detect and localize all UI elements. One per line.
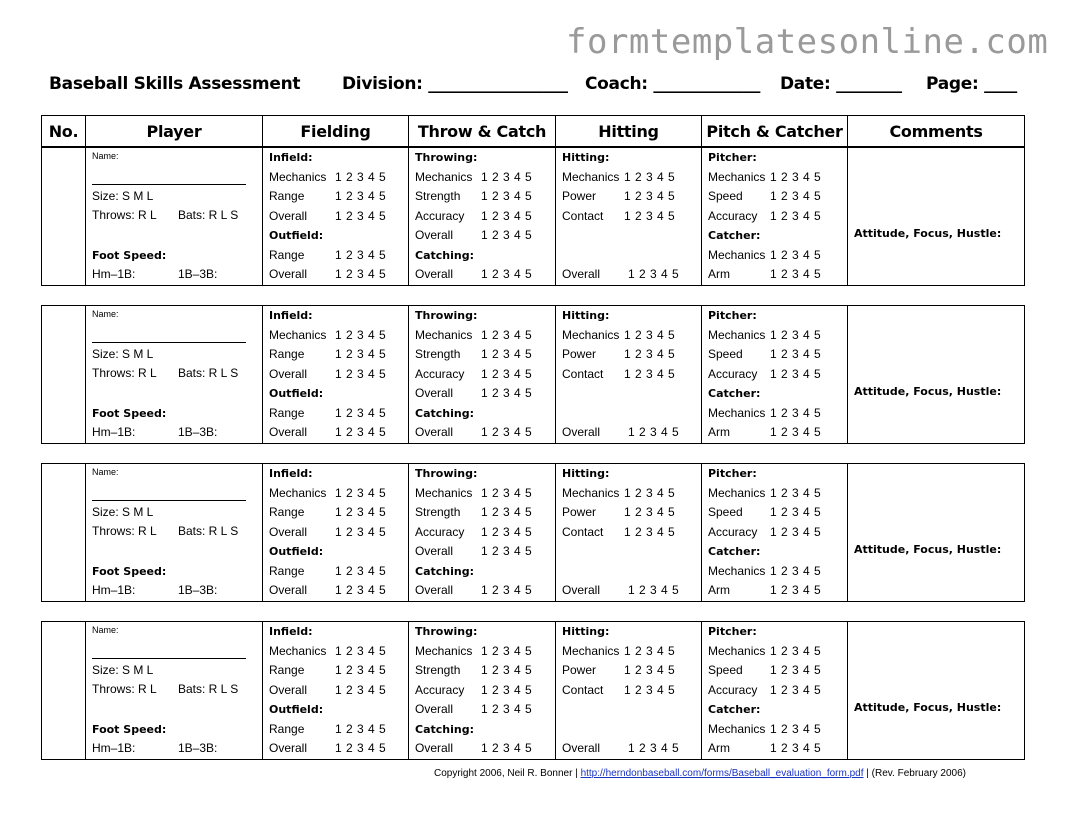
first-to-third-label: 1B–3B: — [178, 267, 218, 281]
foot-speed-label: Foot Speed: — [92, 407, 167, 420]
infield-overall-rating[interactable]: Overall 1 2 3 4 5 — [269, 209, 387, 223]
pitcher-accuracy-rating[interactable]: Accuracy 1 2 3 4 5 — [708, 525, 822, 539]
number-cell[interactable] — [42, 622, 86, 759]
home-to-first-label: Hm–1B: — [92, 741, 136, 755]
throwing-accuracy-rating[interactable]: Accuracy 1 2 3 4 5 — [415, 367, 533, 381]
catcher-mechanics-rating[interactable]: Mechanics 1 2 3 4 5 — [708, 248, 822, 262]
name-label: Name: — [92, 309, 119, 319]
comments-cell[interactable] — [848, 306, 1024, 443]
hitting-overall-rating[interactable]: Overall 1 2 3 4 5 — [562, 267, 680, 281]
catcher-heading: Catcher: — [708, 229, 761, 242]
catcher-arm-rating[interactable]: Arm 1 2 3 4 5 — [708, 267, 822, 281]
comments-label: Attitude, Focus, Hustle: — [854, 543, 1002, 556]
outfield-heading: Outfield: — [269, 229, 324, 242]
hitting-heading: Hitting: — [562, 151, 610, 164]
hitting-overall-rating[interactable]: Overall 1 2 3 4 5 — [562, 425, 680, 439]
fielding-cell — [263, 148, 409, 285]
outfield-range-rating[interactable]: Range 1 2 3 4 5 — [269, 406, 387, 420]
player-row — [41, 305, 1025, 444]
table-header — [41, 115, 1025, 147]
hitting-power-rating[interactable]: Power 1 2 3 4 5 — [562, 663, 676, 677]
catcher-arm-rating[interactable]: Arm 1 2 3 4 5 — [708, 583, 822, 597]
hitting-mechanics-rating[interactable]: Mechanics 1 2 3 4 5 — [562, 170, 676, 184]
hitting-power-rating[interactable]: Power 1 2 3 4 5 — [562, 189, 676, 203]
catching-heading: Catching: — [415, 565, 474, 578]
size-label: Size: S M L — [92, 663, 154, 677]
watermark: formtemplatesonline.com — [566, 22, 1049, 62]
copyright-text: Copyright 2006, Neil R. Bonner | — [434, 768, 581, 779]
first-to-third-label: 1B–3B: — [178, 583, 218, 597]
outfield-overall-rating[interactable]: Overall 1 2 3 4 5 — [269, 267, 387, 281]
catcher-arm-rating[interactable]: Arm 1 2 3 4 5 — [708, 425, 822, 439]
throwing-overall-rating[interactable]: Overall 1 2 3 4 5 — [415, 702, 533, 716]
first-to-third-label: 1B–3B: — [178, 741, 218, 755]
throw-catch-cell — [409, 622, 556, 759]
player-cell — [86, 148, 263, 285]
hitting-heading: Hitting: — [562, 625, 610, 638]
hitting-overall-rating[interactable]: Overall 1 2 3 4 5 — [562, 741, 680, 755]
outfield-overall-rating[interactable]: Overall 1 2 3 4 5 — [269, 583, 387, 597]
pitcher-mechanics-rating[interactable]: Mechanics 1 2 3 4 5 — [708, 644, 822, 658]
infield-overall-rating[interactable]: Overall 1 2 3 4 5 — [269, 367, 387, 381]
throws-label: Throws: R L — [92, 524, 157, 538]
pitch-catcher-cell — [702, 464, 848, 601]
hitting-mechanics-rating[interactable]: Mechanics 1 2 3 4 5 — [562, 486, 676, 500]
pitcher-speed-rating[interactable]: Speed 1 2 3 4 5 — [708, 347, 822, 361]
pitch-catcher-cell — [702, 306, 848, 443]
catching-overall-rating[interactable]: Overall 1 2 3 4 5 — [415, 425, 533, 439]
throw-catch-cell — [409, 306, 556, 443]
pitcher-speed-rating[interactable]: Speed 1 2 3 4 5 — [708, 505, 822, 519]
throws-label: Throws: R L — [92, 366, 157, 380]
name-line[interactable] — [92, 342, 246, 343]
pitcher-mechanics-rating[interactable]: Mechanics 1 2 3 4 5 — [708, 170, 822, 184]
column-header-pitch-catcher: Pitch & Catcher — [702, 116, 848, 146]
column-header-throw-catch: Throw & Catch — [409, 116, 556, 146]
player-cell — [86, 622, 263, 759]
hitting-cell — [556, 464, 702, 601]
pitch-catcher-cell — [702, 148, 848, 285]
catching-overall-rating[interactable]: Overall 1 2 3 4 5 — [415, 741, 533, 755]
infield-heading: Infield: — [269, 467, 313, 480]
catcher-mechanics-rating[interactable]: Mechanics 1 2 3 4 5 — [708, 406, 822, 420]
column-header-player: Player — [86, 116, 263, 146]
hitting-cell — [556, 622, 702, 759]
outfield-range-rating[interactable]: Range 1 2 3 4 5 — [269, 722, 387, 736]
form-title: Baseball Skills Assessment — [49, 74, 301, 94]
throwing-accuracy-rating[interactable]: Accuracy 1 2 3 4 5 — [415, 525, 533, 539]
throwing-heading: Throwing: — [415, 309, 478, 322]
infield-heading: Infield: — [269, 151, 313, 164]
outfield-range-rating[interactable]: Range 1 2 3 4 5 — [269, 248, 387, 262]
foot-speed-label: Foot Speed: — [92, 723, 167, 736]
hitting-power-rating[interactable]: Power 1 2 3 4 5 — [562, 505, 676, 519]
pitch-catcher-cell — [702, 622, 848, 759]
name-label: Name: — [92, 467, 119, 477]
throwing-strength-rating[interactable]: Strength 1 2 3 4 5 — [415, 505, 533, 519]
name-label: Name: — [92, 151, 119, 161]
hitting-contact-rating[interactable]: Contact 1 2 3 4 5 — [562, 525, 676, 539]
outfield-overall-rating[interactable]: Overall 1 2 3 4 5 — [269, 425, 387, 439]
bats-label: Bats: R L S — [178, 682, 239, 696]
catcher-heading: Catcher: — [708, 387, 761, 400]
pitcher-heading: Pitcher: — [708, 625, 757, 638]
fielding-cell — [263, 464, 409, 601]
outfield-overall-rating[interactable]: Overall 1 2 3 4 5 — [269, 741, 387, 755]
catcher-heading: Catcher: — [708, 703, 761, 716]
column-header-no: No. — [42, 116, 86, 146]
infield-range-rating[interactable]: Range 1 2 3 4 5 — [269, 347, 387, 361]
catching-overall-rating[interactable]: Overall 1 2 3 4 5 — [415, 267, 533, 281]
coach-field: Coach: _____________ — [585, 74, 761, 94]
player-cell — [86, 464, 263, 601]
catching-overall-rating[interactable]: Overall 1 2 3 4 5 — [415, 583, 533, 597]
player-row — [41, 147, 1025, 286]
name-line[interactable] — [92, 500, 246, 501]
comments-cell[interactable] — [848, 148, 1024, 285]
throws-label: Throws: R L — [92, 208, 157, 222]
catching-heading: Catching: — [415, 249, 474, 262]
number-cell[interactable] — [42, 148, 86, 285]
column-header-fielding: Fielding — [263, 116, 409, 146]
infield-range-rating[interactable]: Range 1 2 3 4 5 — [269, 505, 387, 519]
pitcher-accuracy-rating[interactable]: Accuracy 1 2 3 4 5 — [708, 367, 822, 381]
hitting-mechanics-rating[interactable]: Mechanics 1 2 3 4 5 — [562, 644, 676, 658]
number-cell[interactable] — [42, 306, 86, 443]
throwing-overall-rating[interactable]: Overall 1 2 3 4 5 — [415, 544, 533, 558]
outfield-heading: Outfield: — [269, 387, 324, 400]
throwing-strength-rating[interactable]: Strength 1 2 3 4 5 — [415, 663, 533, 677]
first-to-third-label: 1B–3B: — [178, 425, 218, 439]
throwing-overall-rating[interactable]: Overall 1 2 3 4 5 — [415, 228, 533, 242]
throwing-mechanics-rating[interactable]: Mechanics 1 2 3 4 5 — [415, 486, 533, 500]
outfield-range-rating[interactable]: Range 1 2 3 4 5 — [269, 564, 387, 578]
name-label: Name: — [92, 625, 119, 635]
throw-catch-cell — [409, 148, 556, 285]
bats-label: Bats: R L S — [178, 524, 239, 538]
infield-overall-rating[interactable]: Overall 1 2 3 4 5 — [269, 683, 387, 697]
infield-mechanics-rating[interactable]: Mechanics 1 2 3 4 5 — [269, 170, 387, 184]
throwing-strength-rating[interactable]: Strength 1 2 3 4 5 — [415, 347, 533, 361]
infield-range-rating[interactable]: Range 1 2 3 4 5 — [269, 189, 387, 203]
hitting-overall-rating[interactable]: Overall 1 2 3 4 5 — [562, 583, 680, 597]
throws-label: Throws: R L — [92, 682, 157, 696]
throwing-accuracy-rating[interactable]: Accuracy 1 2 3 4 5 — [415, 683, 533, 697]
throwing-heading: Throwing: — [415, 625, 478, 638]
catcher-arm-rating[interactable]: Arm 1 2 3 4 5 — [708, 741, 822, 755]
pitcher-heading: Pitcher: — [708, 467, 757, 480]
throwing-strength-rating[interactable]: Strength 1 2 3 4 5 — [415, 189, 533, 203]
home-to-first-label: Hm–1B: — [92, 425, 136, 439]
throwing-overall-rating[interactable]: Overall 1 2 3 4 5 — [415, 386, 533, 400]
column-header-hitting: Hitting — [556, 116, 702, 146]
home-to-first-label: Hm–1B: — [92, 267, 136, 281]
infield-heading: Infield: — [269, 309, 313, 322]
foot-speed-label: Foot Speed: — [92, 565, 167, 578]
size-label: Size: S M L — [92, 505, 154, 519]
player-cell — [86, 306, 263, 443]
hitting-heading: Hitting: — [562, 309, 610, 322]
hitting-heading: Hitting: — [562, 467, 610, 480]
catcher-heading: Catcher: — [708, 545, 761, 558]
bats-label: Bats: R L S — [178, 366, 239, 380]
infield-range-rating[interactable]: Range 1 2 3 4 5 — [269, 663, 387, 677]
outfield-heading: Outfield: — [269, 545, 324, 558]
pitcher-accuracy-rating[interactable]: Accuracy 1 2 3 4 5 — [708, 683, 822, 697]
pitcher-heading: Pitcher: — [708, 309, 757, 322]
hitting-contact-rating[interactable]: Contact 1 2 3 4 5 — [562, 209, 676, 223]
pitcher-heading: Pitcher: — [708, 151, 757, 164]
form-link[interactable]: http://herndonbaseball.com/forms/Baseball_evaluation_form.pdf — [580, 768, 864, 779]
home-to-first-label: Hm–1B: — [92, 583, 136, 597]
size-label: Size: S M L — [92, 189, 154, 203]
comments-cell[interactable] — [848, 464, 1024, 601]
fielding-cell — [263, 306, 409, 443]
bats-label: Bats: R L S — [178, 208, 239, 222]
hitting-cell — [556, 306, 702, 443]
comments-label: Attitude, Focus, Hustle: — [854, 701, 1002, 714]
column-header-comments: Comments — [889, 121, 983, 141]
hitting-cell — [556, 148, 702, 285]
player-row — [41, 463, 1025, 602]
hitting-contact-rating[interactable]: Contact 1 2 3 4 5 — [562, 683, 676, 697]
hitting-mechanics-rating[interactable]: Mechanics 1 2 3 4 5 — [562, 328, 676, 342]
infield-mechanics-rating[interactable]: Mechanics 1 2 3 4 5 — [269, 328, 387, 342]
number-cell[interactable] — [42, 464, 86, 601]
catcher-mechanics-rating[interactable]: Mechanics 1 2 3 4 5 — [708, 722, 822, 736]
pitcher-mechanics-rating[interactable]: Mechanics 1 2 3 4 5 — [708, 328, 822, 342]
comments-label: Attitude, Focus, Hustle: — [854, 385, 1002, 398]
throwing-heading: Throwing: — [415, 467, 478, 480]
fielding-cell — [263, 622, 409, 759]
outfield-heading: Outfield: — [269, 703, 324, 716]
throwing-heading: Throwing: — [415, 151, 478, 164]
page-field: Page: ____ — [926, 74, 1017, 94]
name-line[interactable] — [92, 658, 246, 659]
infield-overall-rating[interactable]: Overall 1 2 3 4 5 — [269, 525, 387, 539]
pitcher-accuracy-rating[interactable]: Accuracy 1 2 3 4 5 — [708, 209, 822, 223]
throwing-mechanics-rating[interactable]: Mechanics 1 2 3 4 5 — [415, 170, 533, 184]
hitting-contact-rating[interactable]: Contact 1 2 3 4 5 — [562, 367, 676, 381]
hitting-power-rating[interactable]: Power 1 2 3 4 5 — [562, 347, 676, 361]
throwing-mechanics-rating[interactable]: Mechanics 1 2 3 4 5 — [415, 328, 533, 342]
catching-heading: Catching: — [415, 723, 474, 736]
throwing-mechanics-rating[interactable]: Mechanics 1 2 3 4 5 — [415, 644, 533, 658]
revision-text: | (Rev. February 2006) — [863, 768, 966, 779]
date-field: Date: ________ — [780, 74, 902, 94]
infield-heading: Infield: — [269, 625, 313, 638]
throwing-accuracy-rating[interactable]: Accuracy 1 2 3 4 5 — [415, 209, 533, 223]
catching-heading: Catching: — [415, 407, 474, 420]
throw-catch-cell — [409, 464, 556, 601]
footer — [434, 768, 1029, 779]
catcher-mechanics-rating[interactable]: Mechanics 1 2 3 4 5 — [708, 564, 822, 578]
name-line[interactable] — [92, 184, 246, 185]
division-field: Division: _________________ — [342, 74, 568, 94]
player-row — [41, 621, 1025, 760]
comments-label: Attitude, Focus, Hustle: — [854, 227, 1002, 240]
comments-cell[interactable] — [848, 622, 1024, 759]
pitcher-mechanics-rating[interactable]: Mechanics 1 2 3 4 5 — [708, 486, 822, 500]
pitcher-speed-rating[interactable]: Speed 1 2 3 4 5 — [708, 189, 822, 203]
pitcher-speed-rating[interactable]: Speed 1 2 3 4 5 — [708, 663, 822, 677]
infield-mechanics-rating[interactable]: Mechanics 1 2 3 4 5 — [269, 486, 387, 500]
infield-mechanics-rating[interactable]: Mechanics 1 2 3 4 5 — [269, 644, 387, 658]
size-label: Size: S M L — [92, 347, 154, 361]
foot-speed-label: Foot Speed: — [92, 249, 167, 262]
